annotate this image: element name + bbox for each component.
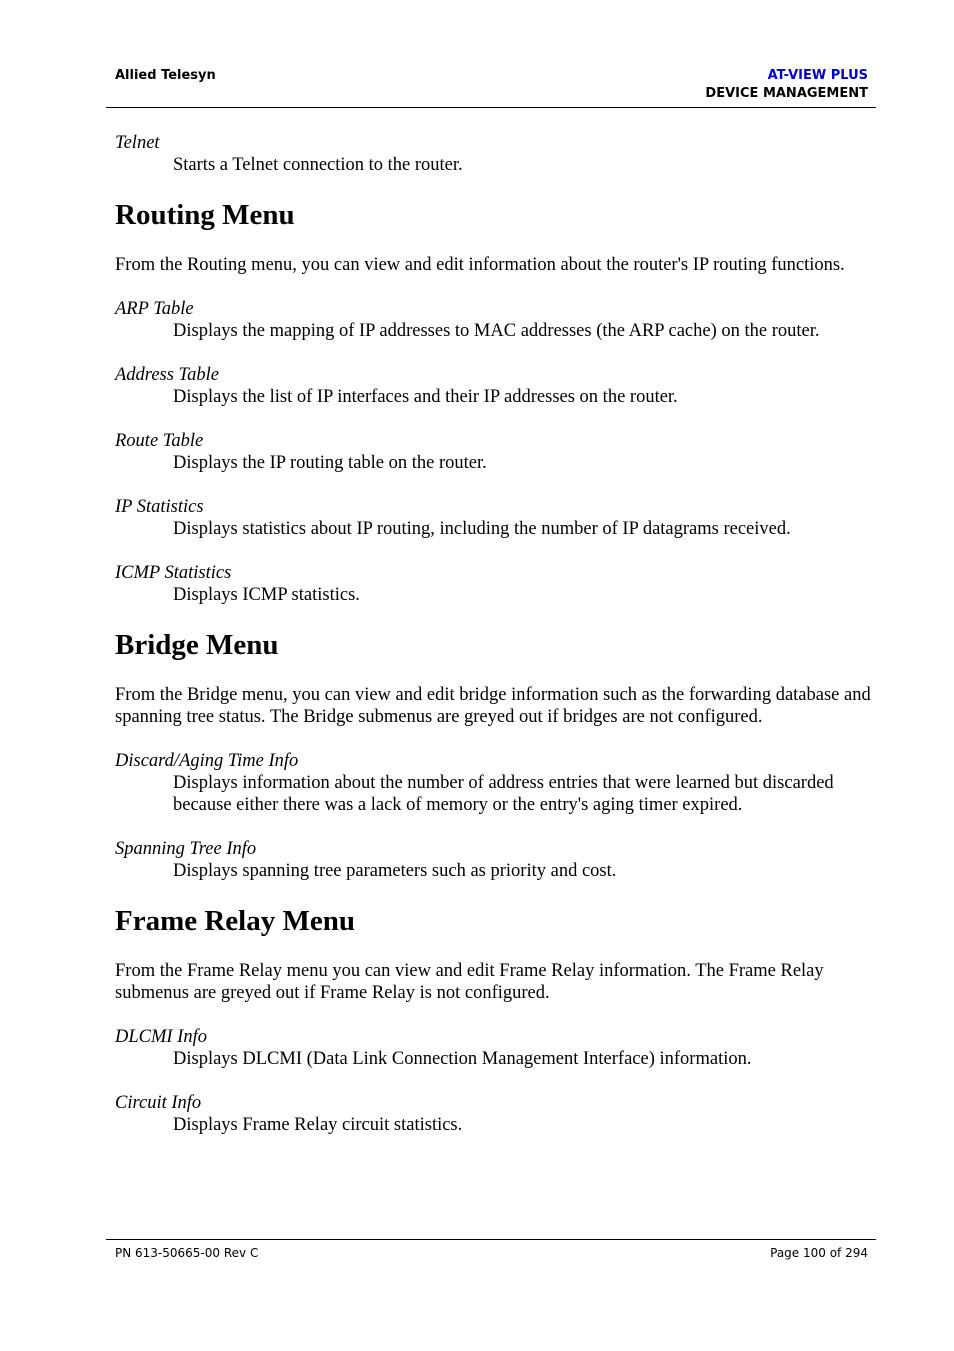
entry-description: Displays the IP routing table on the router. xyxy=(173,453,487,473)
entry-term: Address Table xyxy=(115,365,219,385)
entry-term: Circuit Info xyxy=(115,1093,202,1113)
entry-term: ICMP Statistics xyxy=(115,563,232,583)
entry-term: Spanning Tree Info xyxy=(115,839,257,859)
entry-term: Route Table xyxy=(115,431,204,451)
entry-term: Discard/Aging Time Info xyxy=(115,751,299,771)
definition-entry xyxy=(115,1026,875,1070)
entry-description: Displays DLCMI (Data Link Connection Management Interface) information. xyxy=(173,1049,752,1069)
entry-term: Telnet xyxy=(115,133,160,153)
entry-description: Displays Frame Relay circuit statistics. xyxy=(173,1115,463,1135)
section-heading-bridge: Bridge Menu xyxy=(115,629,279,661)
entry-description: Displays ICMP statistics. xyxy=(173,585,360,605)
section-heading-frame-relay: Frame Relay Menu xyxy=(115,905,355,937)
entry-description: Displays spanning tree parameters such as priority and cost. xyxy=(173,861,617,881)
definition-entry xyxy=(115,298,875,342)
bridge-intro: From the Bridge menu, you can view and edit bridge information such as the forwarding database and spanning tree status. The Bridge submenus are greyed out if bridges are not configured. xyxy=(115,685,871,727)
entry-term: IP Statistics xyxy=(115,497,204,517)
frame-relay-intro: From the Frame Relay menu you can view and edit Frame Relay information. The Frame Relay submenus are greyed out if Frame Relay is not configured. xyxy=(115,961,824,1003)
header-product: AT-VIEW PLUS xyxy=(767,68,868,83)
header-section: DEVICE MANAGEMENT xyxy=(705,86,868,101)
definition-entry xyxy=(115,838,875,882)
footer-divider xyxy=(106,1239,876,1240)
routing-intro: From the Routing menu, you can view and edit information about the router's IP routing functions. xyxy=(115,255,845,275)
entry-term: DLCMI Info xyxy=(115,1027,207,1047)
header-divider xyxy=(106,107,876,108)
entry-description: Displays statistics about IP routing, including the number of IP datagrams received. xyxy=(173,519,791,539)
header-title-block xyxy=(705,67,868,103)
entry-description: Displays the list of IP interfaces and their IP addresses on the router. xyxy=(173,387,678,407)
entry-description: Displays the mapping of IP addresses to MAC addresses (the ARP cache) on the router. xyxy=(173,321,820,341)
footer-part-number: PN 613-50665-00 Rev C xyxy=(115,1246,259,1260)
page-body xyxy=(115,132,875,1158)
entry-description: Starts a Telnet connection to the router. xyxy=(173,155,463,175)
telnet-entry xyxy=(115,132,875,176)
footer-page-number: Page 100 of 294 xyxy=(770,1246,868,1260)
definition-entry xyxy=(115,562,875,606)
definition-entry xyxy=(115,364,875,408)
header-company: Allied Telesyn xyxy=(115,68,216,83)
entry-term: ARP Table xyxy=(115,299,194,319)
definition-entry xyxy=(115,1092,875,1136)
definition-entry xyxy=(115,750,875,816)
definition-entry xyxy=(115,430,875,474)
section-heading-routing: Routing Menu xyxy=(115,199,295,231)
entry-description: Displays information about the number of address entries that were learned but discarded because either there was a lack of memory or the entry's aging timer expired. xyxy=(173,773,834,815)
definition-entry xyxy=(115,496,875,540)
